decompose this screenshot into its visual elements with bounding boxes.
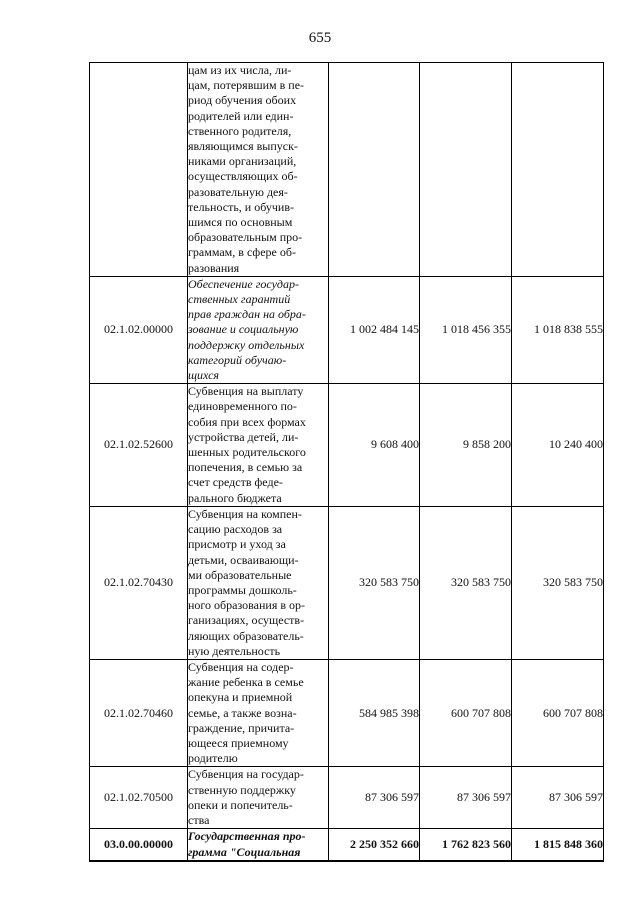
value-2024 — [420, 63, 512, 277]
name-line: единовременного по- — [188, 399, 297, 414]
value-2023: 584 985 398 — [329, 659, 420, 766]
value-2024: 1 762 823 560 — [420, 829, 512, 861]
name-line: осуществляющих об- — [188, 169, 298, 184]
value-2024: 1 018 456 355 — [420, 276, 512, 383]
name-line: родителю — [188, 751, 238, 766]
value-2024: 320 583 750 — [420, 506, 512, 659]
row-name — [188, 506, 329, 659]
table-row — [90, 276, 604, 383]
row-name — [188, 276, 329, 383]
value-2024: 87 306 597 — [420, 767, 512, 829]
name-line: граждение, причита- — [188, 720, 295, 735]
row-name — [188, 63, 329, 277]
name-line: поддержку отдельных — [188, 337, 305, 352]
name-line: никами организаций, — [188, 154, 297, 169]
name-line: категорий обучаю- — [188, 352, 287, 367]
name-line: образовательным про- — [188, 230, 303, 245]
name-line: шимся по основным — [188, 215, 293, 230]
value-2025: 10 240 400 — [512, 384, 604, 507]
name-line: рального бюджета — [188, 490, 282, 505]
row-code: 02.1.02.00000 — [90, 276, 188, 383]
value-2025: 600 707 808 — [512, 659, 604, 766]
budget-table — [89, 62, 604, 862]
name-line: риод обучения обоих — [188, 93, 297, 108]
value-2025: 1 815 848 360 — [512, 829, 604, 861]
name-line: жание ребенка в семье — [188, 675, 304, 690]
name-line: Субвенция на государ- — [188, 767, 304, 782]
value-2024: 9 858 200 — [420, 384, 512, 507]
row-code: 02.1.02.70430 — [90, 506, 188, 659]
table-row — [90, 384, 604, 507]
table-row — [90, 767, 604, 829]
row-name — [188, 384, 329, 507]
name-line: грамма "Социальная — [188, 844, 301, 859]
table-row — [90, 63, 604, 277]
name-line: граммам, в сфере об- — [188, 245, 296, 260]
name-line: цам, потерявшим в пе- — [188, 78, 305, 93]
name-line: разовательную дея- — [188, 184, 288, 199]
name-line: ми образовательные — [188, 567, 292, 582]
name-line: программы дошколь- — [188, 582, 297, 597]
value-2023: 320 583 750 — [329, 506, 420, 659]
name-line: опекуна и приемной — [188, 690, 293, 705]
value-2023: 9 608 400 — [329, 384, 420, 507]
name-line: ственных гарантий — [188, 292, 291, 307]
name-line: Субвенция на выплату — [188, 384, 304, 399]
name-line: тельность, и обучив- — [188, 199, 294, 214]
name-line: Субвенция на содер- — [188, 659, 294, 674]
page-number: 655 — [308, 30, 332, 46]
name-line: ляющих образователь- — [188, 628, 304, 643]
name-line: Субвенция на компен- — [188, 506, 302, 521]
value-2025: 1 018 838 555 — [512, 276, 604, 383]
name-line: прав граждан на обра- — [188, 307, 306, 322]
name-line: ственную поддержку — [188, 782, 296, 797]
name-line: счет средств феде- — [188, 475, 283, 490]
name-line: ющееся приемному — [188, 735, 289, 750]
row-name — [188, 659, 329, 766]
name-line: разования — [188, 260, 240, 275]
name-line: Обеспечение государ- — [188, 276, 299, 291]
value-2025: 320 583 750 — [512, 506, 604, 659]
table-row — [90, 659, 604, 766]
table-row — [90, 506, 604, 659]
name-line: ного образования в ор- — [188, 598, 306, 613]
name-line: ства — [188, 813, 210, 828]
value-2023: 87 306 597 — [329, 767, 420, 829]
name-line: зование и социальную — [188, 322, 299, 337]
value-2023: 1 002 484 145 — [329, 276, 420, 383]
row-code: 02.1.02.52600 — [90, 384, 188, 507]
name-line: ную деятельность — [188, 643, 281, 658]
name-line: шенных родительского — [188, 445, 306, 460]
name-line: ственного родителя, — [188, 123, 292, 138]
name-line: семье, а также возна- — [188, 705, 297, 720]
name-line: родителей или един- — [188, 108, 294, 123]
name-line: сацию расходов за — [188, 522, 283, 537]
row-code: 02.1.02.70460 — [90, 659, 188, 766]
name-line: опеки и попечитель- — [188, 797, 293, 812]
name-line: устройства детей, ли- — [188, 429, 299, 444]
name-line: присмотр и уход за — [188, 537, 286, 552]
name-line: попечения, в семью за — [188, 460, 303, 475]
name-line: щихся — [188, 368, 219, 383]
row-name — [188, 829, 329, 861]
name-line: являющимся выпуск- — [188, 139, 298, 154]
table-row — [90, 829, 604, 861]
row-code: 02.1.02.70500 — [90, 767, 188, 829]
value-2025: 87 306 597 — [512, 767, 604, 829]
value-2025 — [512, 63, 604, 277]
row-code: 03.0.00.00000 — [90, 829, 188, 861]
row-code — [90, 63, 188, 277]
value-2023 — [329, 63, 420, 277]
name-line: детьми, осваивающи- — [188, 552, 299, 567]
name-line: цам из их числа, ли- — [188, 63, 292, 77]
value-2023: 2 250 352 660 — [329, 829, 420, 861]
row-name — [188, 767, 329, 829]
name-line: ганизациях, осуществ- — [188, 613, 305, 628]
value-2024: 600 707 808 — [420, 659, 512, 766]
name-line: собия при всех формах — [188, 414, 306, 429]
name-line: Государственная про- — [188, 829, 306, 844]
